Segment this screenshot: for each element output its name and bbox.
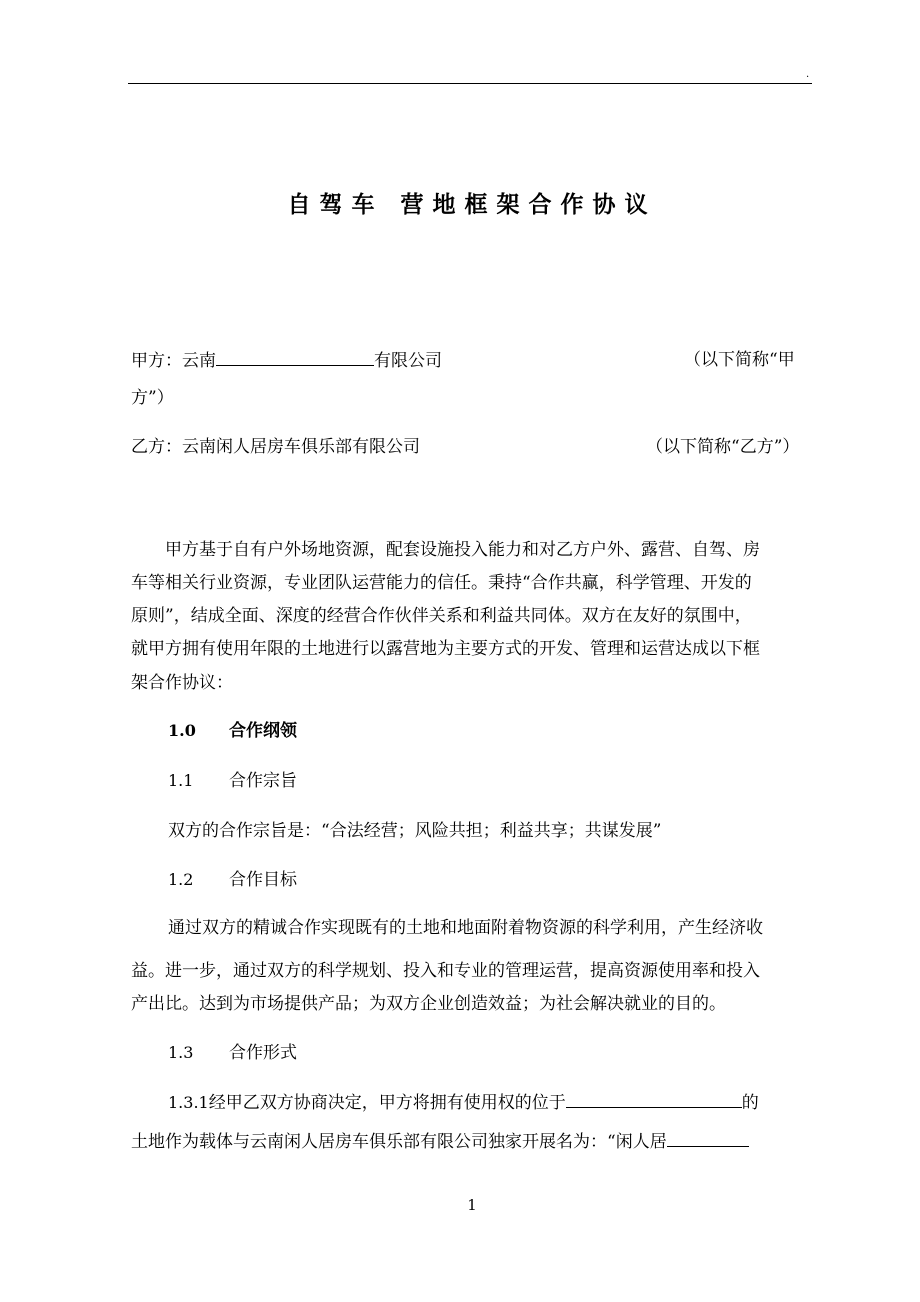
clause-1-3-1-text-2: 土地作为载体与云南闲人居房车俱乐部有限公司独家开展名为：“闲人居 bbox=[131, 1132, 667, 1152]
location-blank[interactable] bbox=[566, 1089, 742, 1108]
intro-line: 架合作协议： bbox=[131, 673, 233, 693]
section-1-1-number: 1.1 bbox=[168, 771, 194, 790]
party-b-label: 乙方：云南闲人居房车俱乐部有限公司 bbox=[131, 437, 420, 457]
section-1-0-number: 1.0 bbox=[168, 721, 196, 740]
campsite-name-blank[interactable] bbox=[667, 1128, 749, 1147]
section-1-0-title: 合作纲领 bbox=[229, 721, 297, 741]
intro-line: 甲方基于自有户外场地资源，配套设施投入能力和对乙方户外、露营、自驾、房 bbox=[165, 540, 760, 560]
clause-1-3-1-end: 的 bbox=[741, 1093, 759, 1113]
page-number: 1 bbox=[467, 1196, 477, 1214]
party-b-alias: （以下简称“乙方”） bbox=[646, 437, 800, 457]
clause-1-3-1-text: 经甲乙双方协商决定，甲方将拥有使用权的位于 bbox=[208, 1093, 566, 1113]
intro-line: 就甲方拥有使用年限的土地进行以露营地为主要方式的开发、管理和运营达成以下框 bbox=[131, 639, 760, 659]
section-1-3-number: 1.3 bbox=[168, 1043, 194, 1062]
header-mark: . bbox=[806, 69, 810, 80]
clause-1-3-1-number: 1.3.1 bbox=[168, 1093, 209, 1112]
section-1-1-text: 双方的合作宗旨是：“合法经营；风险共担；利益共享；共谋发展” bbox=[168, 821, 662, 841]
party-a-name-blank[interactable] bbox=[216, 347, 374, 366]
clause-1-3-1-line2 bbox=[131, 1128, 749, 1155]
party-a-line bbox=[131, 347, 442, 374]
party-a-alias: （以下简称“甲 bbox=[684, 350, 795, 370]
section-1-3-title: 合作形式 bbox=[229, 1043, 297, 1063]
header-rule bbox=[128, 83, 812, 84]
section-1-1-title: 合作宗旨 bbox=[229, 771, 297, 791]
section-1-2-title: 合作目标 bbox=[229, 870, 297, 890]
party-a-label: 甲方：云南 bbox=[131, 351, 216, 371]
section-1-2-line: 益。进一步，通过双方的科学规划、投入和专业的管理运营，提高资源使用率和投入 bbox=[131, 961, 760, 981]
intro-line: 车等相关行业资源，专业团队运营能力的信任。秉持“合作共赢，科学管理、开发的 bbox=[131, 573, 752, 593]
section-1-2-line: 产出比。达到为市场提供产品；为双方企业创造效益；为社会解决就业的目的。 bbox=[131, 994, 726, 1014]
clause-1-3-1-line1 bbox=[168, 1089, 759, 1116]
intro-line: 原则”，结成全面、深度的经营合作伙伴关系和利益共同体。双方在友好的氛围中， bbox=[131, 606, 752, 626]
document-title: 自驾车 营地框架合作协议 bbox=[287, 191, 657, 218]
section-1-2-line: 通过双方的精诚合作实现既有的土地和地面附着物资源的科学利用，产生经济收 bbox=[168, 918, 763, 938]
party-a-alias-cont: 方”） bbox=[131, 388, 174, 408]
section-1-2-number: 1.2 bbox=[168, 870, 194, 889]
party-a-suffix: 有限公司 bbox=[374, 351, 442, 371]
